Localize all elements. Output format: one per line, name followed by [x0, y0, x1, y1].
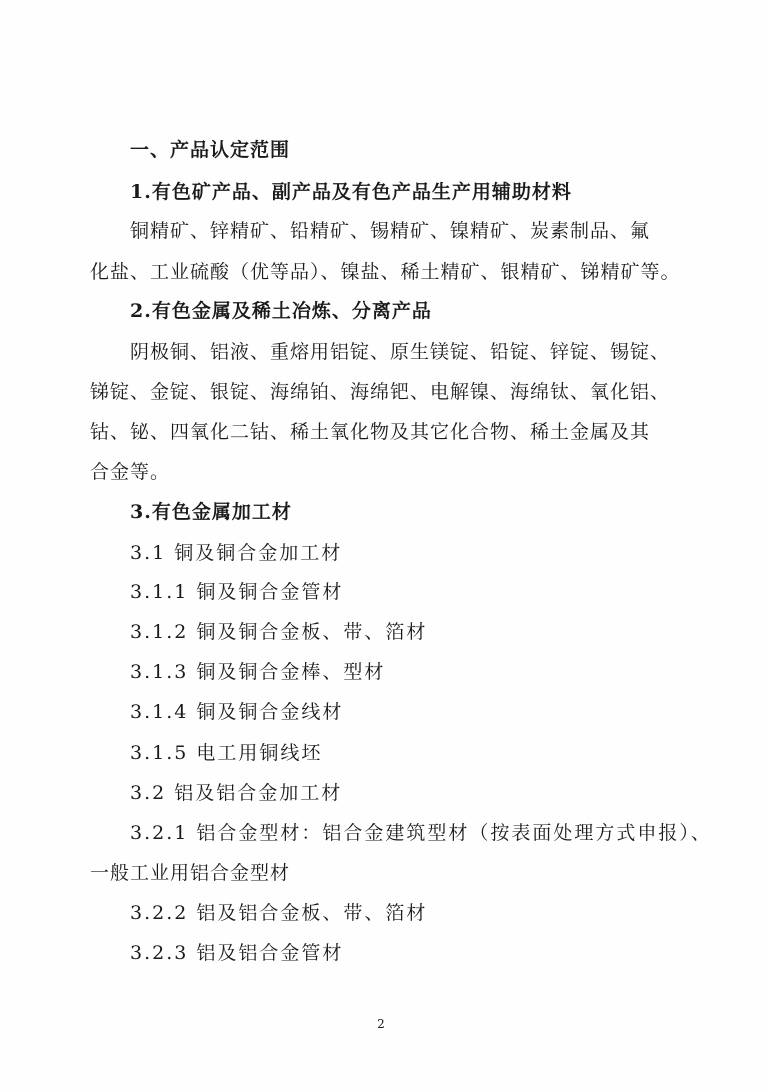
subsection-item: 3.1.5 电工用铜线坯	[130, 742, 323, 764]
section-title: 一、产品认定范围	[130, 139, 291, 161]
category-heading-2: 2.有色金属及稀土冶炼、分离产品	[130, 300, 432, 322]
paragraph-line: 锑锭、金锭、银锭、海绵铂、海绵钯、电解镍、海绵钛、氧化铝、	[90, 381, 671, 403]
paragraph-line: 钴、铋、四氧化二钴、稀土氧化物及其它化合物、稀土金属及其	[90, 421, 651, 443]
subsection-item: 3.2.1 铝合金型材：铝合金建筑型材（按表面处理方式申报）、	[130, 822, 712, 844]
paragraph-line: 合金等。	[90, 461, 171, 483]
subsection-item: 3.2.2 铝及铝合金板、带、箔材	[130, 902, 428, 924]
page-number: 2	[377, 1017, 385, 1031]
category-heading-3: 3.有色金属加工材	[130, 501, 292, 523]
subsection-item: 3.1.2 铜及铜合金板、带、箔材	[130, 621, 428, 643]
paragraph-line: 化盐、工业硫酸（优等品）、镍盐、稀土精矿、银精矿、锑精矿等。	[90, 261, 681, 283]
category-heading-1: 1.有色矿产品、副产品及有色产品生产用辅助材料	[130, 181, 572, 203]
subsection-item: 3.1 铜及铜合金加工材	[130, 542, 343, 564]
subsection-item: 3.1.3 铜及铜合金棒、型材	[130, 661, 386, 683]
subsection-item: 3.2.3 铝及铝合金管材	[130, 942, 344, 964]
paragraph-line: 阴极铜、铝液、重熔用铝锭、原生镁锭、铅锭、锌锭、锡锭、	[130, 341, 671, 363]
subsection-item: 3.1.4 铜及铜合金线材	[130, 701, 344, 723]
paragraph-line: 一般工业用铝合金型材	[90, 862, 291, 884]
paragraph-line: 铜精矿、锌精矿、铅精矿、锡精矿、镍精矿、炭素制品、氟	[130, 220, 651, 242]
subsection-item: 3.1.1 铜及铜合金管材	[130, 581, 344, 603]
subsection-item: 3.2 铝及铝合金加工材	[130, 782, 343, 804]
